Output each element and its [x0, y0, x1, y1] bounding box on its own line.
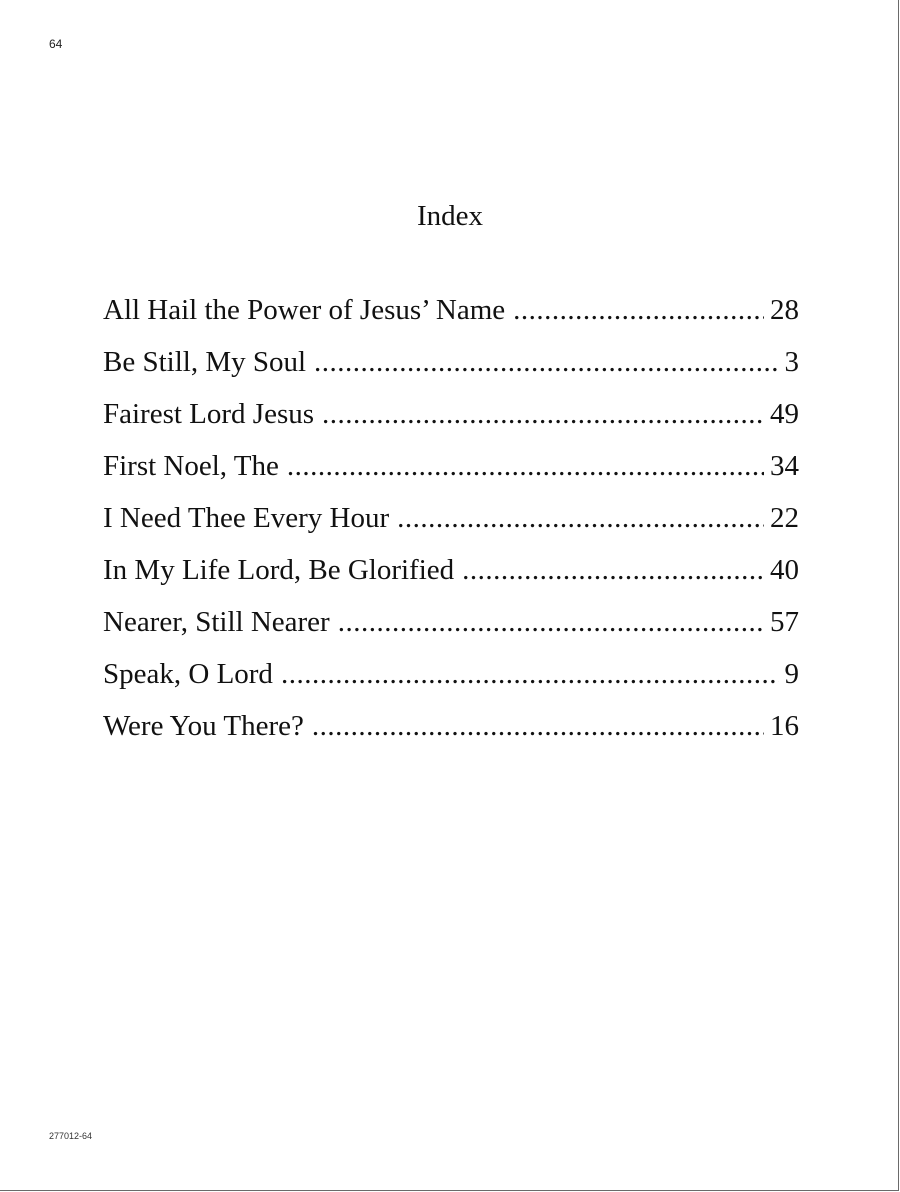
entry-page-number: 49: [770, 398, 799, 430]
dot-leader: [287, 446, 764, 486]
dot-leader: [281, 654, 779, 694]
entry-title: First Noel, The: [103, 450, 279, 482]
entry-page-number: 28: [770, 294, 799, 326]
index-entry: [103, 290, 799, 342]
dot-leader: [338, 602, 764, 642]
entry-page-number: 9: [784, 658, 799, 690]
entry-title: Fairest Lord Jesus: [103, 398, 315, 430]
entry-page-number: 40: [770, 554, 799, 586]
index-entry: [103, 394, 799, 446]
entry-title: I Need Thee Every Hour: [103, 502, 390, 534]
index-entry: [103, 602, 799, 654]
dot-leader: [314, 342, 778, 382]
entry-title: Nearer, Still Nearer: [103, 606, 330, 638]
entry-title: Were You There?: [103, 710, 304, 742]
entry-page-number: 3: [784, 346, 799, 378]
page-number: 64: [49, 37, 63, 51]
dot-leader: [397, 498, 764, 538]
entry-page-number: 34: [770, 450, 799, 482]
dot-leader: [312, 706, 764, 746]
footer-catalog-code: 277012-64: [49, 1131, 93, 1141]
entry-page-number: 57: [770, 606, 799, 638]
entry-title: Speak, O Lord: [103, 658, 273, 690]
entry-title: Be Still, My Soul: [103, 346, 307, 378]
index-entry: [103, 654, 799, 706]
entry-title: All Hail the Power of Jesus’ Name: [103, 294, 506, 326]
dot-leader: [322, 394, 764, 434]
index-entry: [103, 446, 799, 498]
index-entry: [103, 550, 799, 602]
entry-page-number: 16: [770, 710, 799, 742]
dot-leader: [513, 290, 764, 330]
entry-page-number: 22: [770, 502, 799, 534]
index-entry: [103, 706, 799, 758]
dot-leader: [462, 550, 764, 590]
page-title: Index: [416, 200, 484, 232]
index-list: [103, 290, 799, 758]
index-entry: [103, 498, 799, 550]
entry-title: In My Life Lord, Be Glorified: [103, 554, 455, 586]
index-entry: [103, 342, 799, 394]
